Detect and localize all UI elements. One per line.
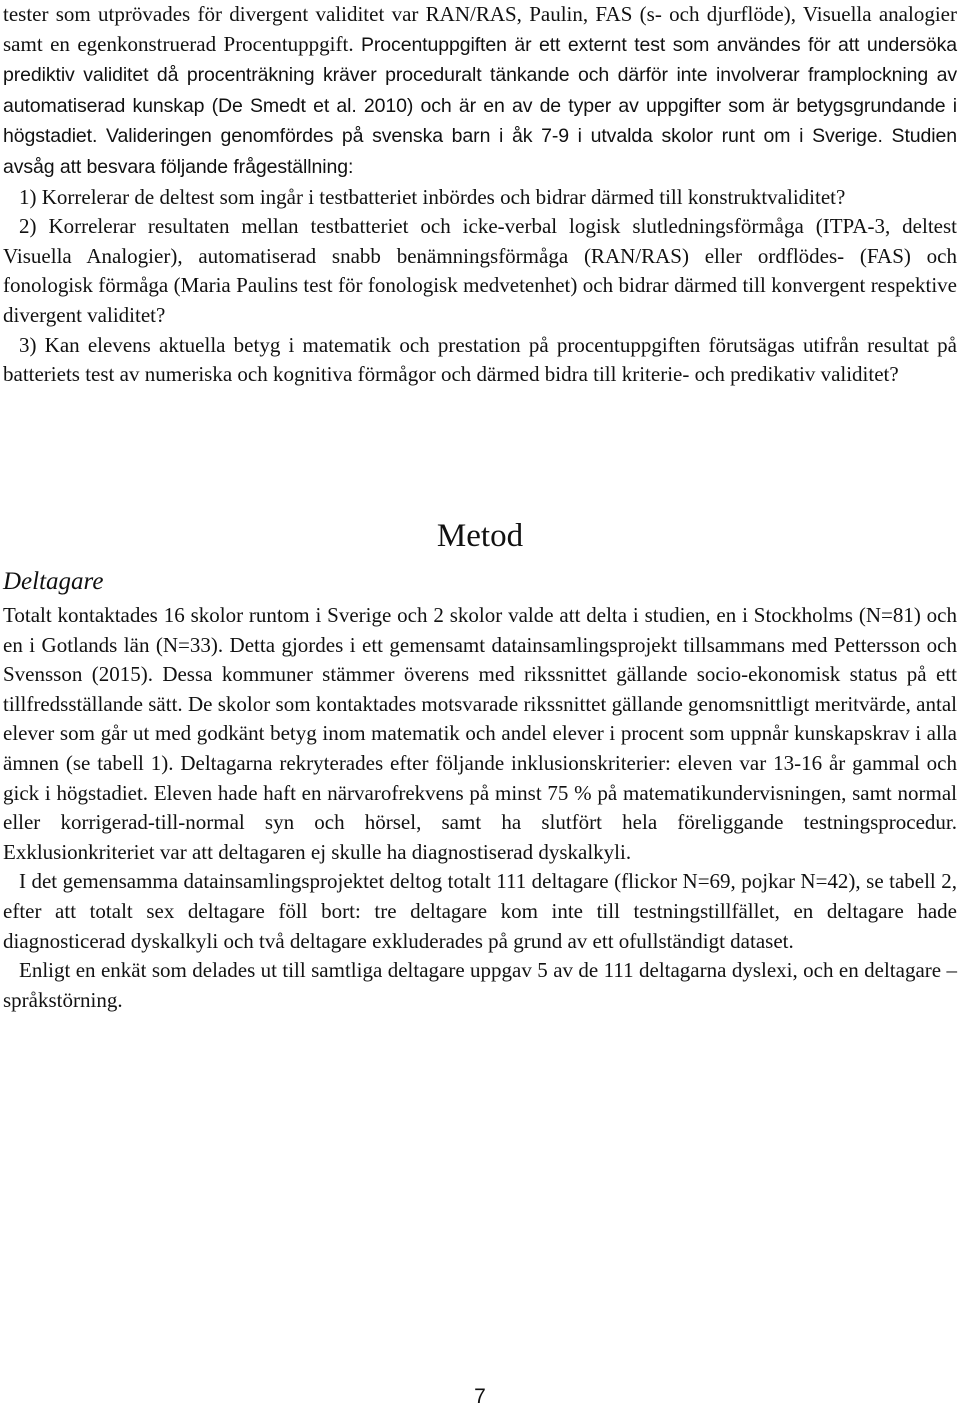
method-paragraph-2: I det gemensamma datainsamlingsprojektet deltog totalt 111 deltagare (flickor N=69, pojkar N=42), se tabell 2, efter att totalt sex deltagare föll bort: tre deltagare kom inte till testningstillfället, en deltagare hade diagnosticerad dyskalkyli och två deltagare exkluderades på grund av ett ofullständigt dataset. [3, 869, 957, 953]
method-paragraph-3: Enligt en enkät som delades ut till samtliga deltagare uppgav 5 av de 111 deltagarna dyslexi, och en deltagare – språkstörning. [3, 958, 957, 1012]
research-question-2: 2) Korrelerar resultaten mellan testbatteriet och icke-verbal logisk slutledningsförmåga (ITPA-3, deltest Visuella Analogier), automatiserad snabb benämningsförmåga (RAN/RAS) eller ordflödes- (FAS) och fonologisk förmåga (Maria Paulins test för fonologisk medvetenhet) och bidrar därmed till konvergent respektive divergent validitet? [3, 214, 957, 327]
page-number: 7 [474, 1385, 486, 1408]
section-title-metod: Metod [436, 518, 524, 554]
research-question-1: 1) Korrelerar de deltest som ingår i testbatteriet inbördes och bidrar därmed till konstruktvaliditet? [19, 184, 846, 209]
intro-section [3, 0, 957, 390]
intro-paragraph [3, 0, 957, 183]
research-question-3: 3) Kan elevens aktuella betyg i matematik och prestation på procentuppgiften förutsägas utifrån resultat på batteriets test av numeriska och kognitiva förmågor och därmed bidra till kriterie- och predikativ validitet? [3, 332, 957, 387]
subsection-title-deltagare: Deltagare [3, 568, 104, 595]
intro-sans-text: Procentuppgiften är ett externt test som användes för att undersöka prediktiv validitet då procenträkning kräver proceduralt tänkande och därför inte involverar framplockning av automatiserad kunskap (De Smedt et al. 2010) och är en av de typer av uppgifter som är betygsgrundande i högstadiet. Valideringen genomfördes på svenska barn i åk 7-9 i utvalda skolor runt om i Sverige. Studien avsåg att besvara följande frågeställning: [3, 33, 957, 178]
intro-serif-text: tester som utprövades för divergent validitet var RAN/RAS, Paulin, FAS (s- och djurflöde), Visuella analogier samt en egenkonstruerad Procentuppgift. [3, 2, 957, 56]
method-section [3, 601, 957, 1015]
method-paragraph-1: Totalt kontaktades 16 skolor runtom i Sverige och 2 skolor valde att delta i studien, en i Stockholms (N=81) och en i Gotlands län (N=33). Detta gjordes i ett gemensamt datainsamlingsprojekt tillsammans med Pettersson och Svensson (2015). Dessa kommuner stämmer överens med rikssnittet gällande socio-ekonomisk status på ett tillfredsställande sätt. De skolor som kontaktades motsvarade rikssnittet gällande genomsnittligt meritvärde, antal elever som går ut med godkänt betyg inom matematik och andel elever i procent som uppnår kunskapskrav i alla ämnen (se tabell 1). Deltagarna rekryterades efter följande inklusionskriterier: eleven var 13-16 år gammal och gick i högstadiet. Eleven hade haft en närvarofrekvens på minst 75 % på matematikundervisningen, samt normal eller korrigerad-till-normal syn och hörsel, samt ha slutfört hela föreliggande testningsprocedur. Exklusionkriteriet var att deltagaren ej skulle ha diagnostiserad dyskalkyli. [3, 603, 957, 864]
